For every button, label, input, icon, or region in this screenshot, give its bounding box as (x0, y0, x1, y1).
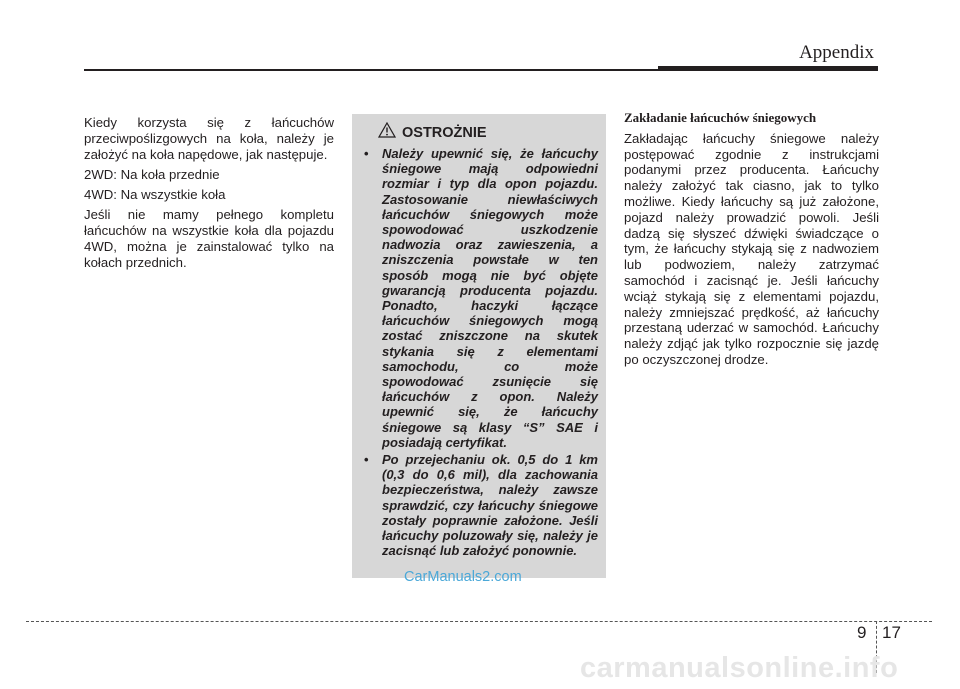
caution-item-text: Należy upewnić się, że łańcuchy śniegowe mają odpowiedni rozmiar i typ dla opon pojazdu. Zastosowanie niewłaściwych łańcuchów śniegowych może spowodować uszkodzenie nadwozia oraz zawieszenia, a zniszczenia powstałe w ten sposób mogą nie być objęte gwarancją producenta pojazdu. Ponadto, haczyki łączące łańcuchów śniegowych mogą zostać zniszczone na skutek stykania się z elementami samochodu, co może spowodować zsunięcie się łańcuchów z opon. Należy upewnić się, że łańcuchy śniegowe są klasy “S” SAE i posiadają certyfikat. (382, 146, 598, 450)
caution-item (362, 452, 598, 558)
caution-title: OSTROŻNIE (402, 124, 487, 141)
header-rule-thin (84, 69, 662, 71)
right-column (624, 110, 879, 368)
subsection-heading: Zakładanie łańcuchów śniegowych (624, 110, 817, 125)
bullet: • (364, 146, 369, 161)
footer-dashed-rule (26, 621, 932, 622)
caution-box (352, 114, 606, 578)
warning-triangle-icon (378, 122, 396, 143)
page-number: 17 (882, 623, 901, 642)
watermark-link[interactable]: CarManuals2.com (404, 569, 522, 585)
section-title: Appendix (799, 42, 874, 63)
paragraph-intro: Kiedy korzysta się z łańcuchów przeciwpoślizgowych na koła, należy je założyć na koła napędowe, jak następuje. (84, 115, 334, 162)
paragraph-2wd: 2WD: Na koła przednie (84, 167, 220, 182)
subsection-body: Zakładając łańcuchy śniegowe należy postępować zgodnie z instrukcjami podanymi przez producenta. Łańcuchy należy założyć tak ciasno, jak to tylko możliwe. Kiedy łańcuchy są już założone, pojazd należy prowadzić powoli. Jeśli dadzą się słyszeć dźwięki świadczące o tym, że łańcuchy stykają się z nadwoziem lub podwoziem, należy zatrzymać samochód i zacisnąć je. Jeśli łańcuchy wciąż stykają się z elementami pojazdu, należy zmniejszać prędkość, aż łańcuchy przestaną uderzać w samochód. Łańcuchy należy zdjąć jak tylko rozpocznie się jazdę po oczyszczonej drodze. (624, 130, 879, 367)
paragraph-partial-set: Jeśli nie mamy pełnego kompletu łańcuchów na wszystkie koła dla pojazdu 4WD, można je zainstalować tylko na kołach przednich. (84, 207, 334, 270)
caution-item-text: Po przejechaniu ok. 0,5 do 1 km (0,3 do 0,6 mil), dla zachowania bezpieczeństwa, należy zawsze sprawdzić, czy łańcuchy śniegowe zostały poprawnie założone. Jeśli łańcuchy poluzowały się, należy je zacisnąć lub założyć ponownie. (382, 452, 598, 559)
paragraph-4wd: 4WD: Na wszystkie koła (84, 187, 226, 202)
bullet: • (364, 452, 369, 468)
caution-header (378, 122, 598, 143)
caution-list (362, 146, 598, 558)
caution-item (362, 146, 598, 450)
left-column (84, 115, 334, 275)
header-rule-thick (658, 66, 878, 71)
watermark-footer: carmanualsonline.info (580, 652, 899, 684)
chapter-number: 9 (857, 623, 867, 642)
